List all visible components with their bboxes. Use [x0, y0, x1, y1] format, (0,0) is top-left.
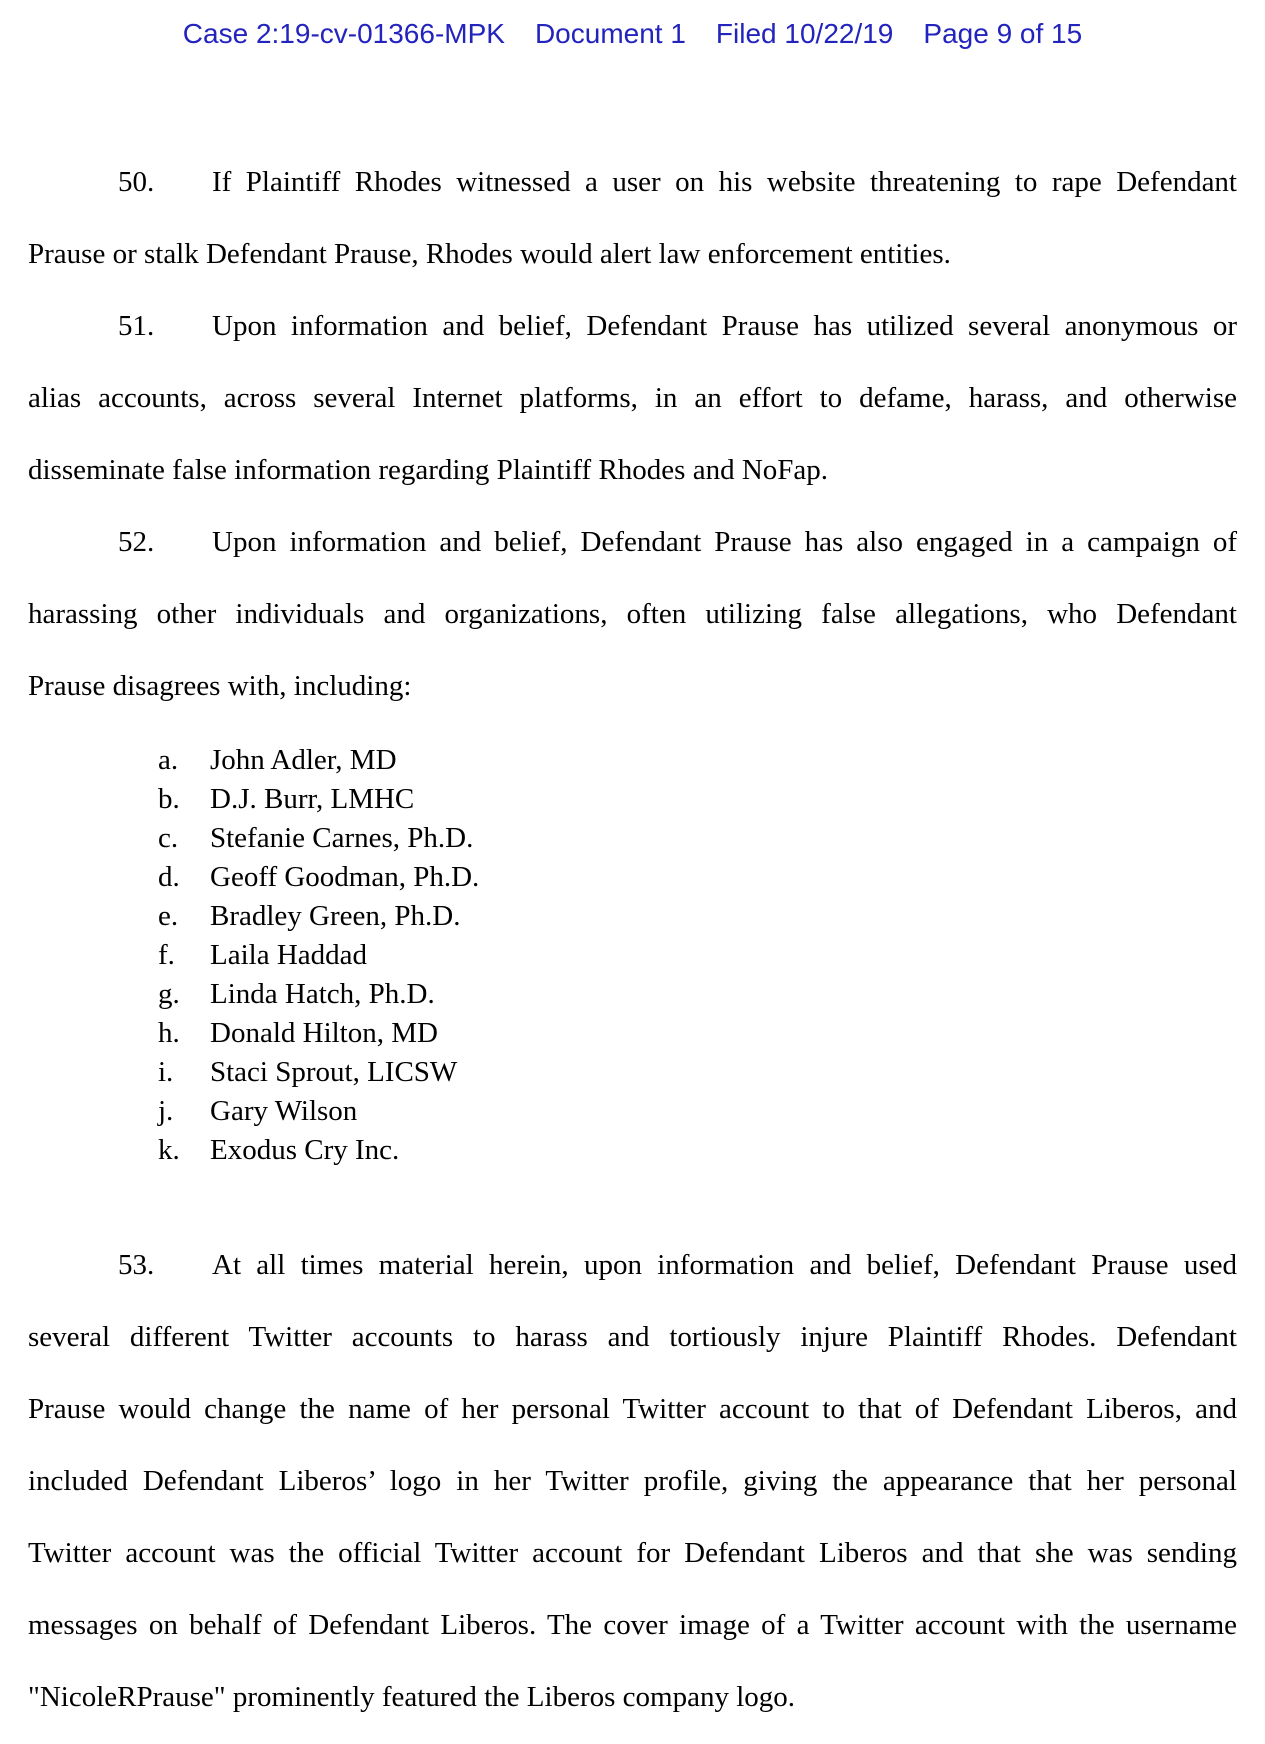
- list-item: [28, 741, 1237, 780]
- paragraph-52-line-1: [28, 506, 1237, 578]
- paragraph-53-line-6: messages on behalf of Defendant Liberos. The cover image of a Twitter account with the username: [28, 1609, 1237, 1641]
- paragraph-53-number: 53.: [118, 1249, 155, 1281]
- list-item: [28, 1014, 1237, 1053]
- paragraph-53-line-7: "NicoleRPrause" prominently featured the Liberos company logo.: [28, 1681, 795, 1713]
- list-item-text: Donald Hilton, MD: [210, 1017, 438, 1049]
- paragraph-50-line-1: [28, 146, 1237, 218]
- paragraph-51: [28, 290, 1237, 506]
- list-item: [28, 897, 1237, 936]
- paragraph-50: [28, 146, 1237, 290]
- list-item: [28, 936, 1237, 975]
- list-item: [28, 780, 1237, 819]
- list-item-text: Linda Hatch, Ph.D.: [210, 978, 435, 1010]
- paragraph-52-line-2: harassing other individuals and organizations, often utilizing false allegations, who Defendant: [28, 598, 1237, 630]
- list-marker: c.: [158, 822, 179, 854]
- list-item: [28, 1053, 1237, 1092]
- list-marker: d.: [158, 861, 180, 893]
- paragraph-52-text: Upon information and belief, Defendant Prause has also engaged in a campaign of: [212, 526, 1237, 558]
- list-item: [28, 1131, 1237, 1170]
- list-item-text: D.J. Burr, LMHC: [210, 783, 415, 815]
- list-item-text: Laila Haddad: [210, 939, 368, 971]
- ecf-header-stamp: [0, 0, 1265, 54]
- paragraph-50-text: If Plaintiff Rhodes witnessed a user on his website threatening to rape Defendant: [212, 166, 1237, 198]
- paragraph-53-text: At all times material herein, upon information and belief, Defendant Prause used: [212, 1249, 1237, 1281]
- harassed-parties-list: [28, 722, 1237, 1170]
- document-body: [0, 54, 1265, 1733]
- list-item: [28, 819, 1237, 858]
- paragraph-52-line-3: Prause disagrees with, including:: [28, 670, 412, 702]
- paragraph-53-line-1: [28, 1229, 1237, 1301]
- paragraph-53-line-4: included Defendant Liberos’ logo in her Twitter profile, giving the appearance that her personal: [28, 1465, 1237, 1497]
- list-marker: k.: [158, 1134, 180, 1166]
- list-item-text: Gary Wilson: [210, 1095, 358, 1127]
- list-item: [28, 975, 1237, 1014]
- paragraph-52: [28, 506, 1237, 722]
- list-item-text: Bradley Green, Ph.D.: [210, 900, 461, 932]
- list-marker: j.: [158, 1095, 174, 1127]
- paragraph-51-number: 51.: [118, 310, 155, 342]
- list-item-text: Staci Sprout, LICSW: [210, 1056, 458, 1088]
- header-filed-date: Filed 10/22/19: [715, 18, 894, 49]
- list-marker: i.: [158, 1056, 174, 1088]
- list-item-text: John Adler, MD: [210, 744, 397, 776]
- paragraph-53-line-5: Twitter account was the official Twitter account for Defendant Liberos and that she was sending: [28, 1537, 1237, 1569]
- list-marker: b.: [158, 783, 180, 815]
- paragraph-51-text: Upon information and belief, Defendant Prause has utilized several anonymous or: [212, 310, 1237, 342]
- list-item-text: Geoff Goodman, Ph.D.: [210, 861, 480, 893]
- list-item: [28, 858, 1237, 897]
- header-document-number: Document 1: [534, 18, 686, 49]
- list-marker: e.: [158, 900, 179, 932]
- paragraph-51-line-2: alias accounts, across several Internet platforms, in an effort to defame, harass, and otherwise: [28, 382, 1237, 414]
- list-item: [28, 1092, 1237, 1131]
- list-marker: g.: [158, 978, 180, 1010]
- paragraph-53: [28, 1170, 1237, 1733]
- paragraph-53-line-3: Prause would change the name of her personal Twitter account to that of Defendant Liberos, and: [28, 1393, 1237, 1425]
- list-item-text: Stefanie Carnes, Ph.D.: [210, 822, 474, 854]
- list-item-text: Exodus Cry Inc.: [210, 1134, 400, 1166]
- paragraph-53-line-2: several different Twitter accounts to harass and tortiously injure Plaintiff Rhodes. Defendant: [28, 1321, 1237, 1353]
- list-marker: f.: [158, 939, 175, 971]
- header-case-number: Case 2:19-cv-01366-MPK: [182, 18, 505, 49]
- paragraph-51-line-3: disseminate false information regarding Plaintiff Rhodes and NoFap.: [28, 454, 829, 486]
- paragraph-51-line-1: [28, 290, 1237, 362]
- list-marker: h.: [158, 1017, 180, 1049]
- paragraph-50-number: 50.: [118, 166, 155, 198]
- header-page-number: Page 9 of 15: [923, 18, 1083, 49]
- paragraph-52-number: 52.: [118, 526, 155, 558]
- paragraph-50-line-2: Prause or stalk Defendant Prause, Rhodes would alert law enforcement entities.: [28, 238, 951, 270]
- list-marker: a.: [158, 744, 179, 776]
